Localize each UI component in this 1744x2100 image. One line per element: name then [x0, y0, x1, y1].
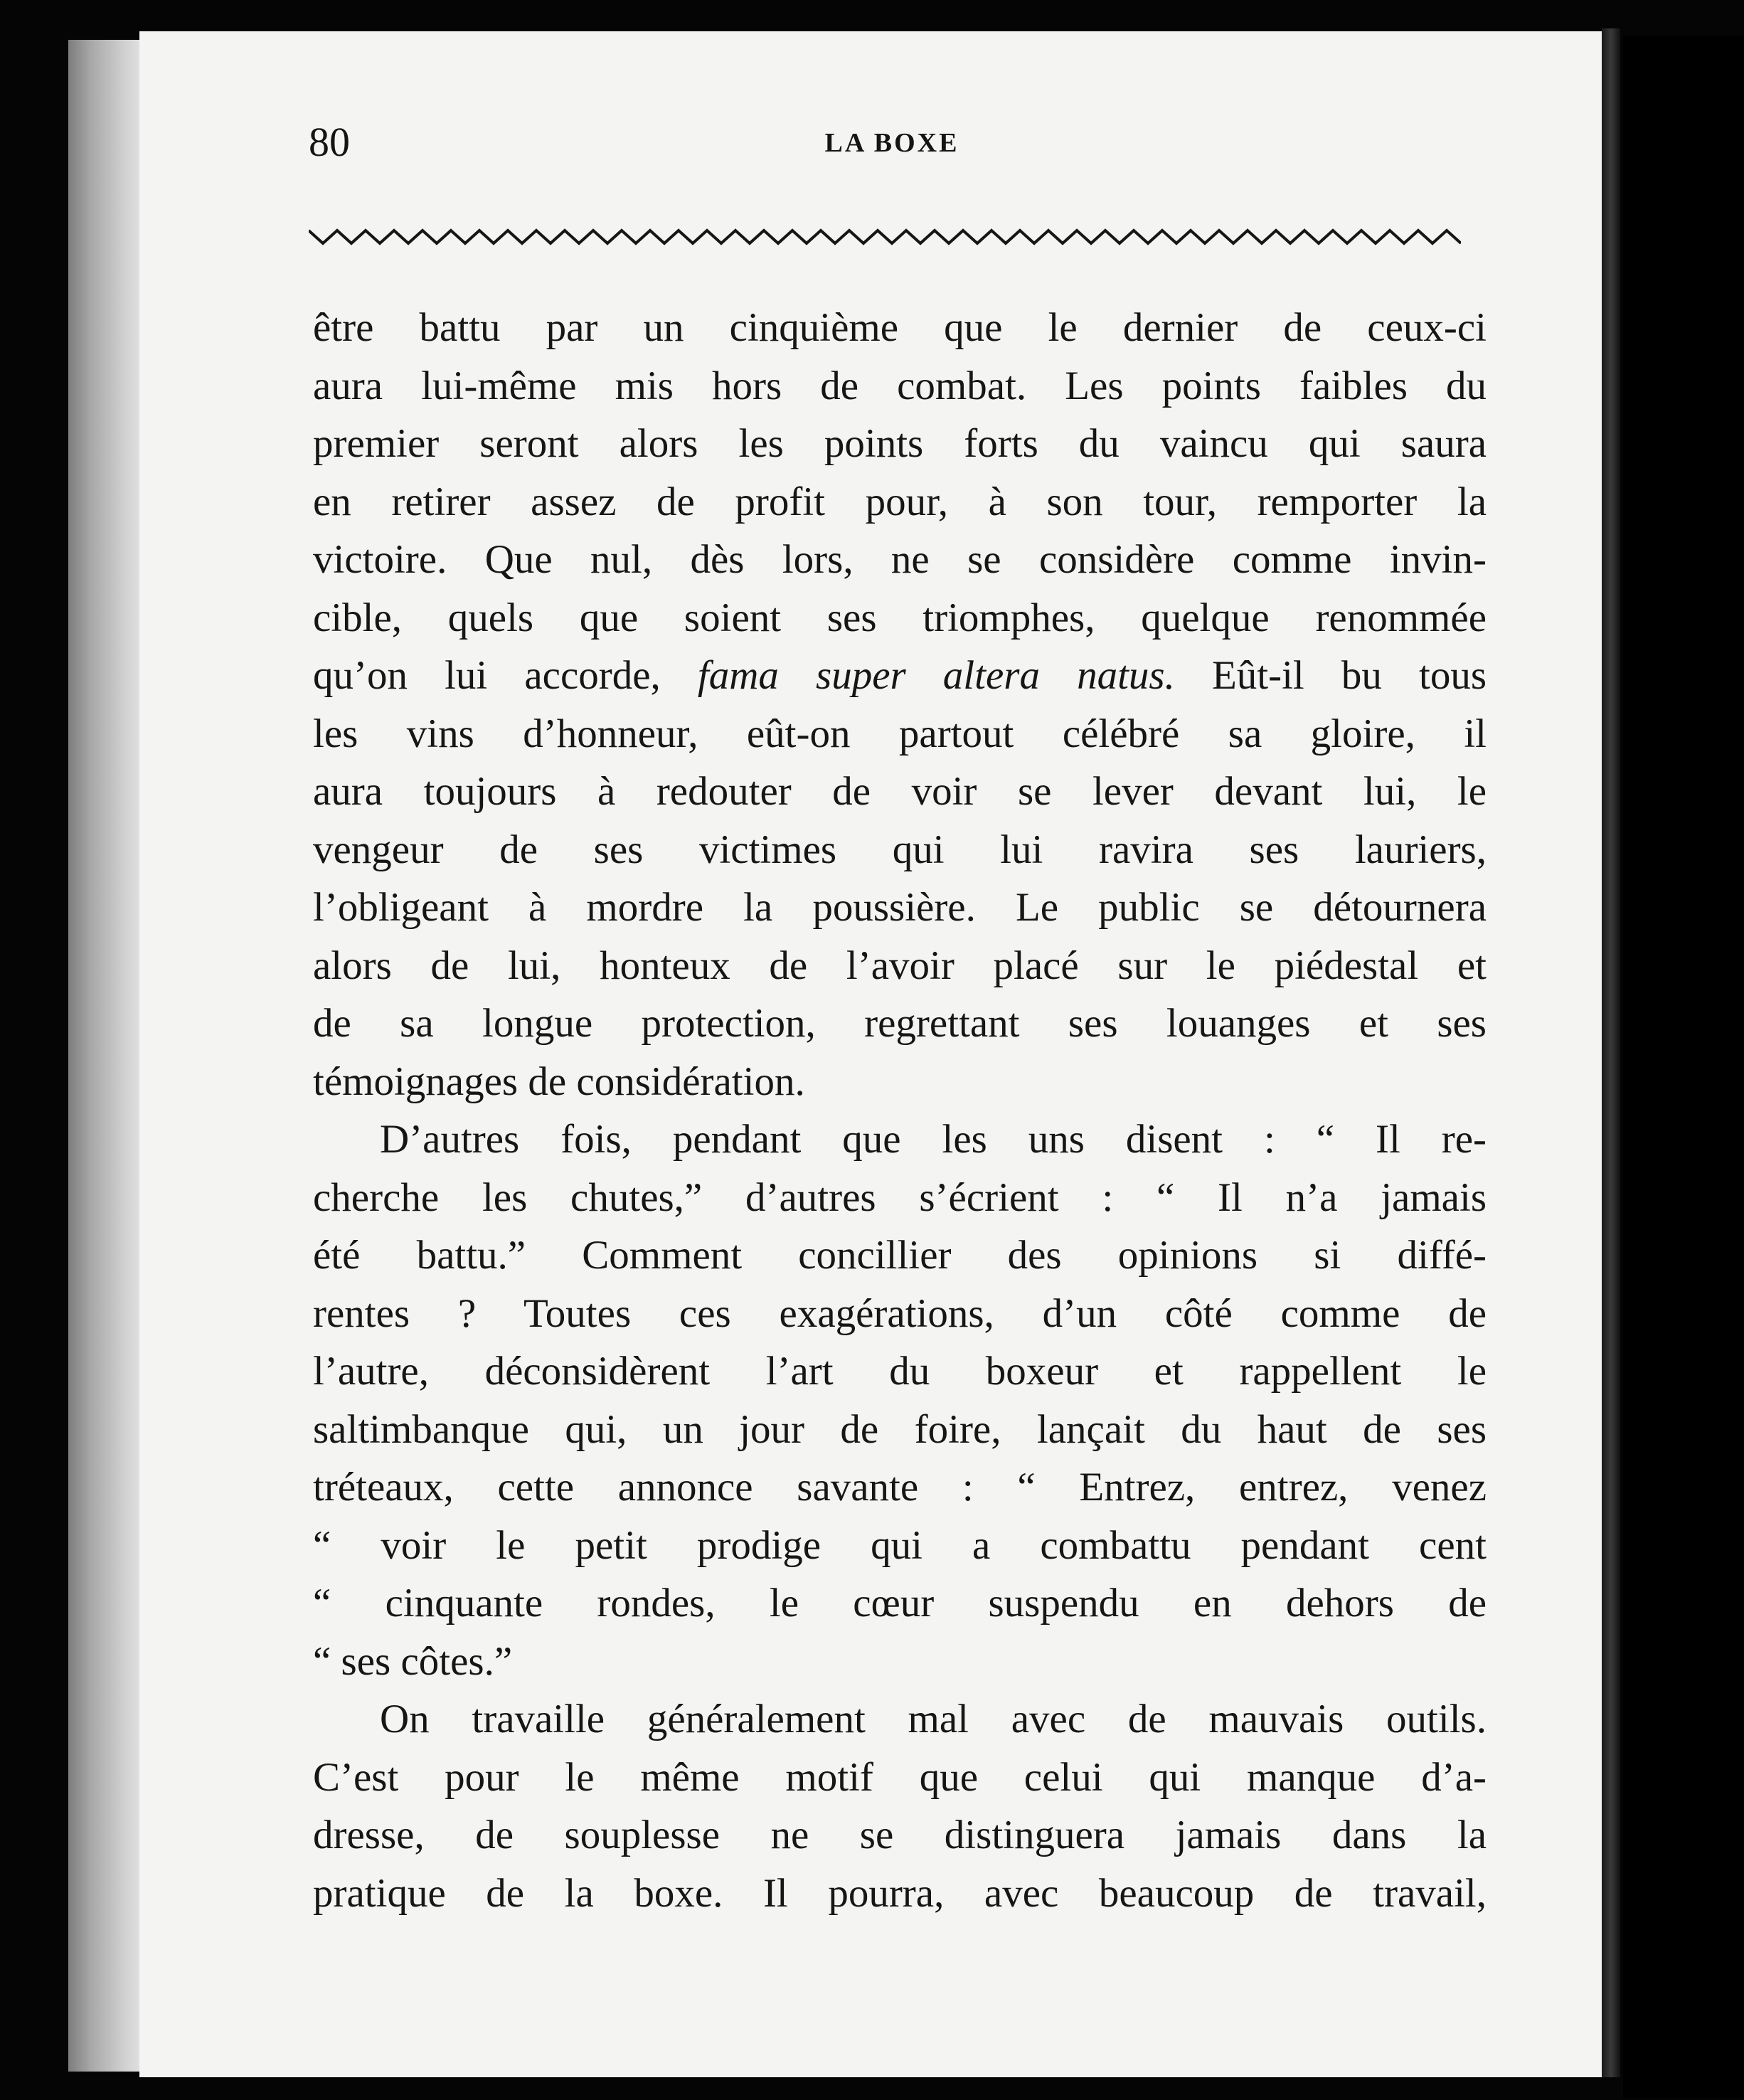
latin-quotation: fama super altera natus.	[697, 653, 1175, 698]
text-line: en retirer assez de profit pour, à son tour, remporter la	[313, 479, 1487, 524]
body-text	[313, 299, 1487, 1922]
next-page-sliver	[1623, 36, 1744, 2099]
text-line: aura lui-même mis hors de combat. Les points faibles du	[313, 363, 1487, 408]
text-line: de sa longue protection, regrettant ses louanges et ses	[313, 1001, 1487, 1046]
paragraph-end-line: témoignages de considération.	[313, 1059, 805, 1104]
text-line: premier seront alors les points forts du vaincu qui saura	[313, 421, 1487, 466]
text-line: saltimbanque qui, un jour de foire, lançait du haut de ses	[313, 1406, 1487, 1452]
paragraph-start-line: On travaille généralement mal avec de mauvais outils.	[380, 1697, 1487, 1741]
text-line: cible, quels que soient ses triomphes, quelque renommée	[313, 595, 1487, 640]
paragraph-end-line: “ ses côtes.”	[313, 1638, 513, 1684]
text-line: l’obligeant à mordre la poussière. Le public se détournera	[313, 885, 1487, 930]
text-line: rentes ? Toutes ces exagérations, d’un côté comme de	[313, 1290, 1487, 1336]
paragraph-start-line: D’autres fois, pendant que les uns disent : “ Il re-	[380, 1117, 1487, 1162]
text-line: dresse, de souplesse ne se distinguera jamais dans la	[313, 1813, 1487, 1857]
text-line: tréteaux, cette annonce savante : “ Entrez, entrez, venez	[313, 1465, 1487, 1510]
running-title: LA BOXE	[824, 128, 959, 158]
text-line: “ cinquante rondes, le cœur suspendu en dehors de	[313, 1581, 1487, 1626]
text-line: pratique de la boxe. Il pourra, avec beaucoup de travail,	[313, 1870, 1487, 1916]
text-segment: Eût-il bu tous	[1174, 653, 1487, 698]
text-segment: qu’on lui accorde,	[313, 653, 698, 698]
text-line: C’est pour le même motif que celui qui manque d’a-	[313, 1754, 1487, 1800]
text-line: l’autre, déconsidèrent l’art du boxeur et rappellent le	[313, 1349, 1487, 1394]
text-line-with-italic	[313, 647, 1487, 705]
text-line: aura toujours à redouter de voir se lever devant lui, le	[313, 769, 1487, 814]
text-line: “ voir le petit prodige qui a combattu pendant cent	[313, 1522, 1487, 1568]
zigzag-ornament-rule	[309, 226, 1461, 248]
text-line: les vins d’honneur, eût-on partout célébré sa gloire, il	[313, 711, 1487, 756]
text-line: vengeur de ses victimes qui lui ravira ses lauriers,	[313, 827, 1487, 872]
text-line: être battu par un cinquième que le dernier de ceux-ci	[313, 305, 1487, 350]
text-line: alors de lui, honteux de l’avoir placé sur le piédestal et	[313, 943, 1487, 988]
right-gutter-rule	[1602, 28, 1620, 2077]
text-line: victoire. Que nul, dès lors, ne se considère comme invin-	[313, 537, 1487, 582]
book-page-edge	[68, 40, 147, 2072]
text-line: cherche les chutes,” d’autres s’écrient : “ Il n’a jamais	[313, 1174, 1487, 1220]
text-line: été battu.” Comment concillier des opinions si diffé-	[313, 1233, 1487, 1278]
page-header	[309, 114, 1475, 171]
page-number: 80	[309, 119, 350, 165]
